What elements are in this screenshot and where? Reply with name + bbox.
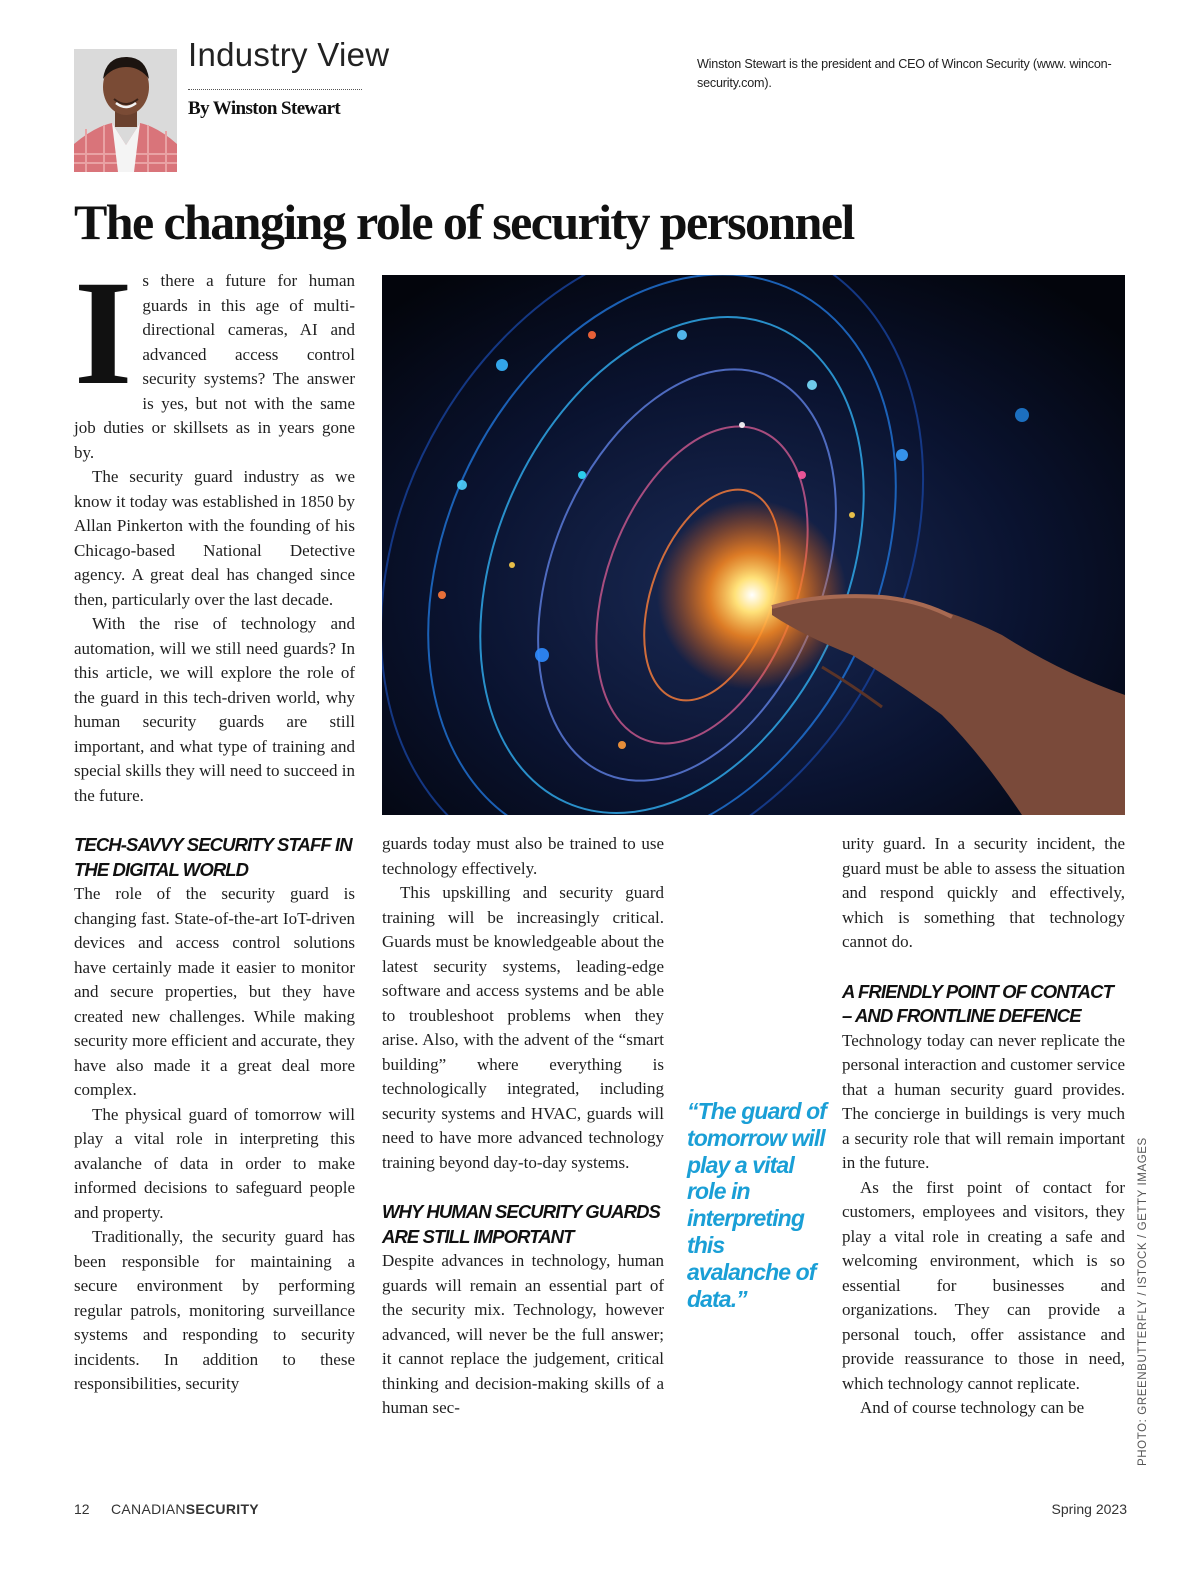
intro-paragraph: Is there a future for human guards in this age of multi-directional cameras, AI and advanced access control security systems? The answer is yes, but not with the same job duties or skillsets as in years gone by. (74, 250, 355, 462)
subheading: TECH-SAVVY SECURITY STAFF IN THE DIGITAL WORLD (74, 834, 352, 880)
article-column-1 (74, 250, 355, 1397)
paragraph: guards today must also be trained to use technology effectively. (382, 834, 664, 878)
article-column-2 (382, 832, 664, 1421)
article-headline: The changing role of security personnel (74, 194, 854, 250)
page-number: 12 (74, 1501, 90, 1517)
author-headshot (74, 49, 177, 172)
paragraph: With the rise of technology and automation, will we still need guards? In this article, we will explore the role of the guard in this tech-driven world, why human security guards are still important, and what type of training and special skills they will need to succeed in the future. (74, 614, 355, 805)
paragraph: The physical guard of tomorrow will play a vital role in interpreting this avalanche of data in order to make informed decisions to safeguard people and property. (74, 1104, 355, 1222)
magazine-name: CANADIANSECURITY (111, 1501, 259, 1517)
article-photo (382, 275, 1125, 815)
issue-date: Spring 2023 (1051, 1501, 1127, 1517)
pull-quote: “The guard of tomorrow will play a vital role in interpreting this avalanche of data.” (687, 1098, 827, 1312)
section-divider (188, 89, 362, 90)
paragraph: Traditionally, the security guard has been responsible for maintaining a secure environment by performing regular patrols, monitoring surveillance systems and responding to security incidents. In addition to these responsibilities, security (74, 1227, 355, 1393)
drop-cap: I (74, 250, 133, 416)
paragraph: As the first point of contact for customers, employees and visitors, they play a vital role in creating a safe and welcoming environment, which is so essential for businesses and organizations. They can provide a personal touch, offer assistance and provide reassurance to those in need, which technology cannot replicate. (842, 1177, 1125, 1393)
subheading: A FRIENDLY POINT OF CONTACT – AND FRONTLINE DEFENCE (842, 980, 1114, 1026)
paragraph: urity guard. In a security incident, the guard must be able to assess the situation and respond quickly and effectively, which is something that technology cannot do. (842, 834, 1125, 951)
paragraph: The security guard industry as we know it today was established in 1850 by Allan Pinkerton with the founding of his Chicago-based National Detective agency. A great deal has changed since then, particularly over the last decade. (74, 467, 355, 609)
byline: By Winston Stewart (188, 98, 341, 119)
paragraph: And of course technology can be (860, 1398, 1085, 1417)
author-bio: Winston Stewart is the president and CEO of Wincon Security (www. wincon-security.com). (697, 57, 1112, 90)
paragraph: The role of the security guard is changing fast. State-of-the-art IoT-driven devices and access control solutions have certainly made it easier to monitor and secure properties, but they have created new challenges. While making security more efficient and accurate, they have also made it a great deal more complex. (74, 884, 355, 1099)
paragraph: Despite advances in technology, human guards will remain an essential part of the security mix. Technology, however advanced, will never be the full answer; it cannot replace the judgement, critical thinking and decision-making skills of a human sec- (382, 1251, 664, 1417)
photo-credit: PHOTO: GREENBUTTERFLY / ISTOCK / GETTY IMAGES (1137, 1137, 1149, 1466)
paragraph: This upskilling and security guard training will be increasingly critical. Guards must be knowledgeable about the latest security systems, leading-edge software and access systems and be able to troubleshoot problems when they arise. Also, with the advent of the “smart building” where everything is technologically integrated, including security systems and HVAC, guards will need to have more advanced technology training beyond day-to-day systems. (382, 883, 664, 1172)
paragraph: Technology today can never replicate the personal interaction and customer service that a human security guard provides. The concierge in buildings is very much a security role that will remain important in the future. (842, 1030, 1125, 1172)
subheading: WHY HUMAN SECURITY GUARDS ARE STILL IMPORTANT (382, 1201, 660, 1247)
article-column-3 (842, 832, 1125, 1421)
section-label: Industry View (188, 36, 390, 73)
